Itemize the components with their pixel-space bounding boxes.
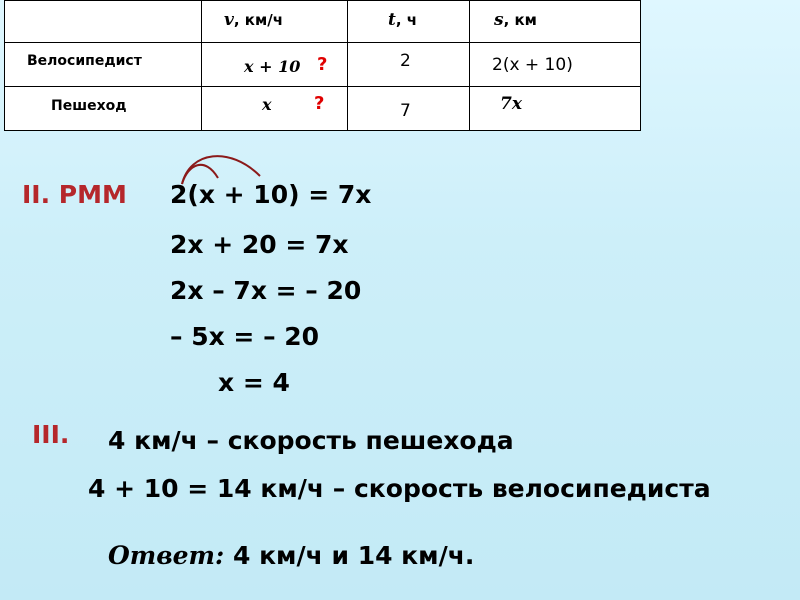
equation-line-2: 2x + 20 = 7x xyxy=(170,230,349,259)
section-2-label: II. РММ xyxy=(22,180,127,209)
question-mark: ? xyxy=(317,54,328,75)
result-line-pedestrian: 4 км/ч – скорость пешехода xyxy=(108,426,514,455)
data-table xyxy=(4,0,641,131)
cyclist-speed-cell: x + 10 ? xyxy=(202,43,348,87)
equation-line-3: 2x – 7x = – 20 xyxy=(170,276,362,305)
table-row xyxy=(5,43,641,87)
row-label-cyclist: Велосипедист xyxy=(5,43,202,87)
header-distance: s, км xyxy=(470,1,641,43)
answer-text: 4 км/ч и 14 км/ч. xyxy=(232,541,475,570)
answer-line xyxy=(108,541,474,570)
header-empty-cell xyxy=(5,1,202,43)
equation-line-5: x = 4 xyxy=(218,368,290,397)
section-3-label: III. xyxy=(32,420,70,449)
pedestrian-speed-cell: x ? xyxy=(202,87,348,131)
pedestrian-time-cell: 7 xyxy=(348,87,470,131)
question-mark: ? xyxy=(314,93,325,114)
header-speed: v, км/ч xyxy=(202,1,348,43)
pedestrian-distance-cell: 7x xyxy=(470,87,641,131)
cyclist-time-cell: 2 xyxy=(348,43,470,87)
cyclist-distance-cell: 2(x + 10) xyxy=(470,43,641,87)
table-row xyxy=(5,87,641,131)
header-time: t, ч xyxy=(348,1,470,43)
row-label-pedestrian: Пешеход xyxy=(5,87,202,131)
equation-line-1: 2(x + 10) = 7x xyxy=(170,180,372,209)
answer-label: Ответ: xyxy=(108,541,225,570)
equation-line-4: – 5x = – 20 xyxy=(170,322,320,351)
table-header-row xyxy=(5,1,641,43)
result-line-cyclist: 4 + 10 = 14 км/ч – скорость велосипедиста xyxy=(88,474,711,503)
